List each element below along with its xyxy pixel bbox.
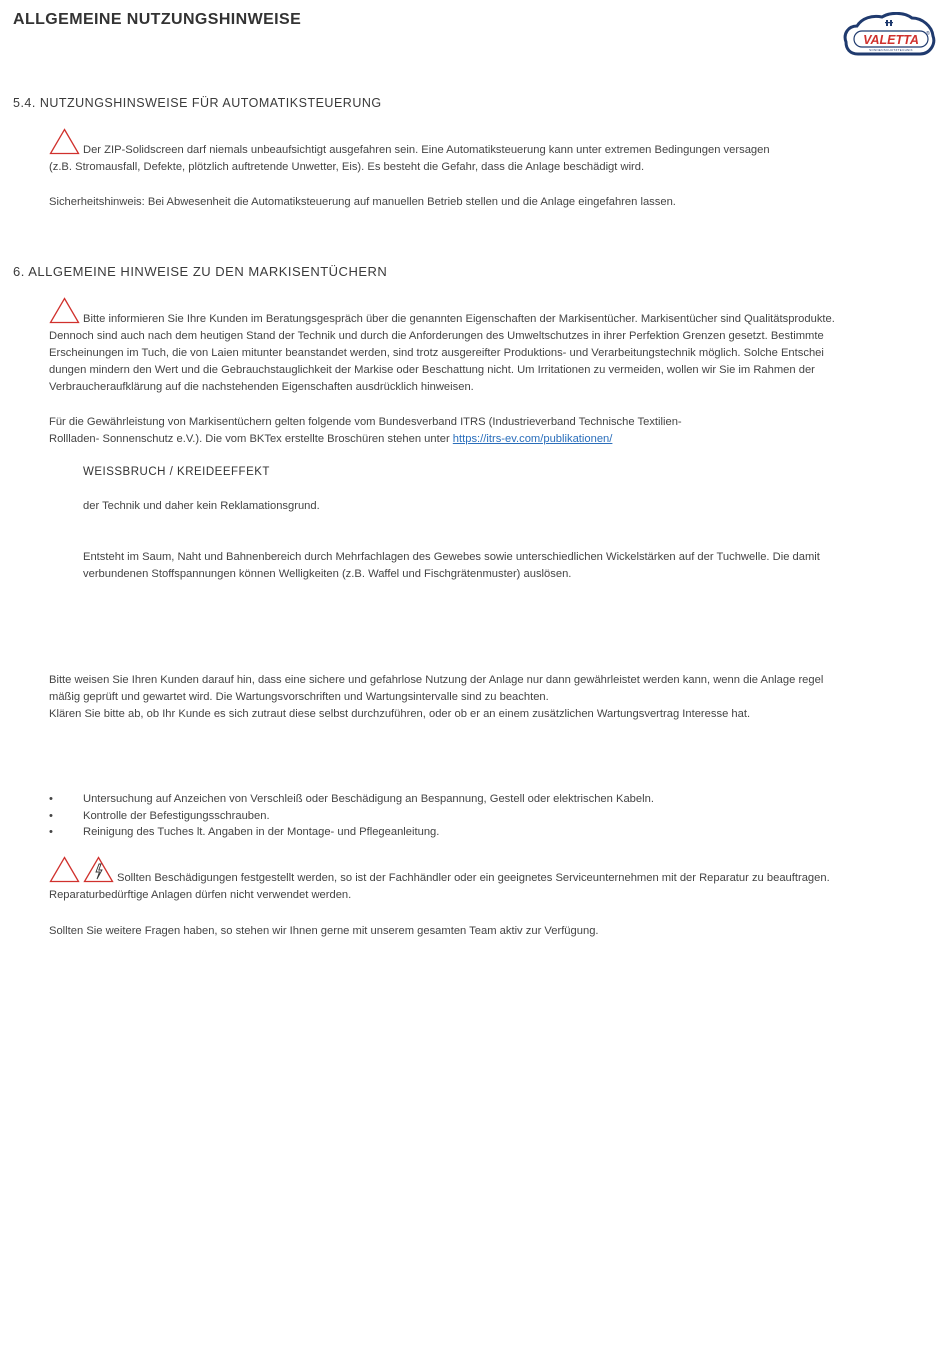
warning-line-1: Der ZIP-Solidscreen darf niemals unbeaufsichtigt ausgefahren sein. Eine Automatiksteuerung kann unter extremen Bedingungen versagen — [49, 128, 934, 159]
damage-line-1: Sollten Beschädigungen festgestellt werden, so ist der Fachhändler oder ein geeignetes Serviceunternehmen mit der Reparatur zu beauftragen. — [49, 856, 934, 887]
svg-text:VALETTA: VALETTA — [863, 33, 919, 47]
warning-triangle-icon — [49, 856, 80, 883]
valetta-logo — [840, 12, 938, 58]
itrs-publications-link[interactable]: https://itrs-ev.com/publikationen/ — [452, 433, 613, 445]
weissbruch-heading: WEISSBRUCH / KREIDEEFFEKT — [83, 466, 270, 478]
maintenance-checklist — [49, 791, 929, 841]
list-item: • Kontrolle der Befestigungsschrauben. — [49, 808, 929, 825]
maintenance-line-1: Bitte weisen Sie Ihren Kunden darauf hin, dass eine sichere und gefahrlose Nutzung der Anlage nur dann gewährleistet werden kann, wenn die Anlage regel — [49, 674, 824, 686]
bullet-icon: • — [49, 793, 53, 805]
warning-line-2: Dennoch sind auch nach dem heutigen Stand der Technik und durch die Anforderungen des Umweltschutzes in ihrer Perfektion Grenzen gesetzt. Bestimmte — [49, 330, 824, 342]
list-item: • Reinigung des Tuches lt. Angaben in der Montage- und Pflegeanleitung. — [49, 824, 929, 841]
maintenance-line-2: mäßig geprüft und gewartet wird. Die Wartungsvorschriften und Wartungsintervalle sind zu beachten. — [49, 691, 549, 703]
fabric-line-2: verbundenen Stoffspannungen können Welligkeiten (z.B. Waffel und Fischgrätenmuster) auslösen. — [83, 568, 572, 580]
maintenance-line-3: Klären Sie bitte ab, ob Ihr Kunde es sich zutraut diese selbst durchzuführen, oder ob er an einem zusätzlichen Wartungsvertrag Interesse hat. — [49, 708, 751, 720]
warranty-paragraph — [49, 414, 934, 448]
damage-warning — [49, 856, 934, 904]
svg-text:SONNENSCHUTZTECHNIK: SONNENSCHUTZTECHNIK — [869, 48, 913, 52]
warning-line-4: dungen mindern den Wert und die Gebrauchstauglichkeit der Markise oder Beschattung nicht. Um Irritationen zu vermeiden, wollen wir Sie im Rahmen der — [49, 364, 815, 376]
warning-line-2: (z.B. Stromausfall, Defekte, plötzlich auftretende Unwetter, Eis). Es besteht die Gefahr, dass die Anlage beschädigt wird. — [49, 161, 645, 173]
warranty-line-2: Rollladen- Sonnenschutz e.V.). Die vom BKTex erstellte Broschüren stehen unter https://itrs-ev.com/publikationen/ — [49, 433, 613, 445]
section-5-4-heading: 5.4. NUTZUNGSHINSWEISE FÜR AUTOMATIKSTEUERUNG — [13, 96, 382, 110]
fabric-line-1: Entsteht im Saum, Naht und Bahnenbereich durch Mehrfachlagen des Gewebes sowie unterschiedlichen Wickelstärken auf der Tuchwelle. Die damit — [83, 551, 820, 563]
warranty-line-1: Für die Gewährleistung von Markisentüchern gelten folgende vom Bundesverband ITRS (Industrieverband Technische Textilien- — [49, 416, 682, 428]
electrical-hazard-icon — [83, 856, 114, 883]
bullet-icon: • — [49, 809, 53, 822]
damage-line-2: Reparaturbedürftige Anlagen dürfen nicht verwendet werden. — [49, 889, 352, 901]
page-title: ALLGEMEINE NUTZUNGSHINWEISE — [13, 11, 302, 28]
bullet-icon: • — [49, 826, 53, 838]
list-item: • Untersuchung auf Anzeichen von Verschleiß oder Beschädigung an Bespannung, Gestell oder elektrischen Kabeln. — [49, 791, 929, 808]
weissbruch-text: der Technik und daher kein Reklamationsgrund. — [83, 500, 320, 512]
warning-line-5: Verbraucheraufklärung auf die nachstehenden Eigenschaften ausdrücklich hinweisen. — [49, 381, 474, 393]
warning-line-3: Erscheinungen im Tuch, die von Laien mitunter beanstandet werden, sind trotz ausgereifter Produktions- und Verarbeitungstechnik möglich. Solche Entschei — [49, 347, 824, 359]
section-5-4-warning — [49, 128, 934, 176]
maintenance-paragraph — [49, 672, 934, 723]
warning-triangle-icon — [49, 297, 80, 324]
closing-text: Sollten Sie weitere Fragen haben, so stehen wir Ihnen gerne mit unserem gesamten Team aktiv zur Verfügung. — [49, 925, 599, 937]
safety-note: Sicherheitshinweis: Bei Abwesenheit die Automatiksteuerung auf manuellen Betrieb stellen und die Anlage eingefahren lassen. — [49, 196, 676, 208]
warning-triangle-icon — [49, 128, 80, 155]
warning-line-1: Bitte informieren Sie Ihre Kunden im Beratungsgespräch über die genannten Eigenschaften der Markisentücher. Markisentücher sind Qualitätsprodukte. — [49, 297, 934, 328]
section-6-heading: 6. ALLGEMEINE HINWEISE ZU DEN MARKISENTÜCHERN — [13, 264, 388, 279]
svg-text:®: ® — [926, 31, 930, 37]
section-6-warning — [49, 297, 934, 396]
fabric-tension-paragraph — [83, 549, 933, 583]
